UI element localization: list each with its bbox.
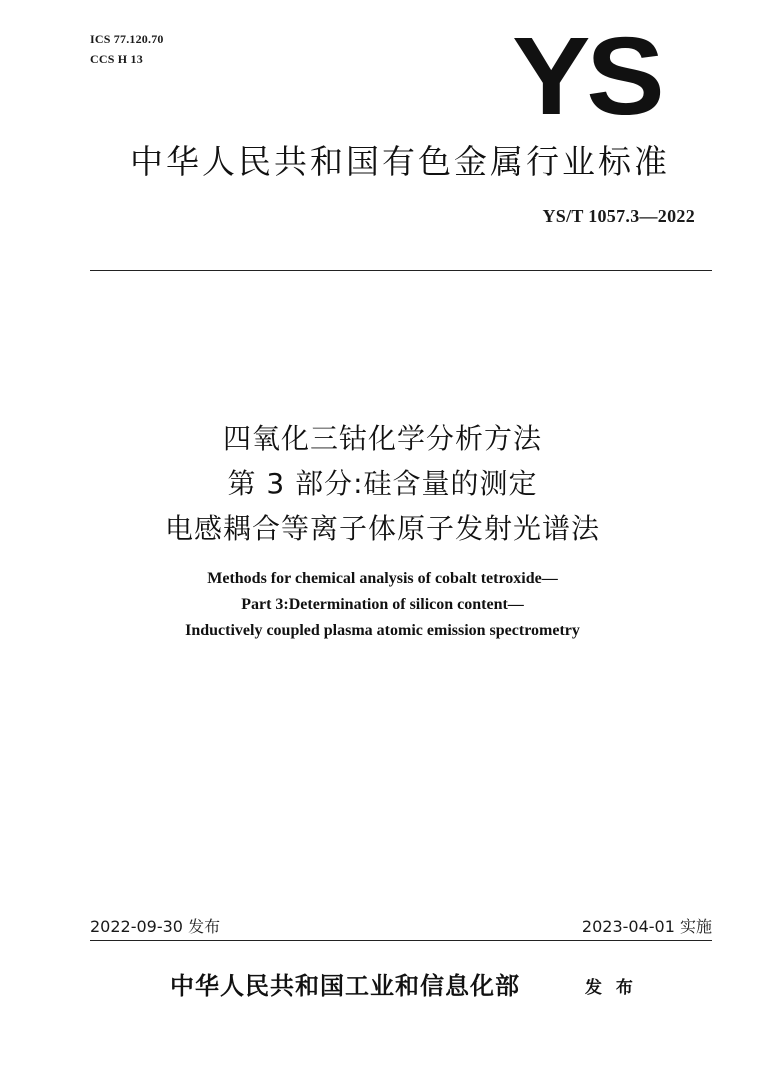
english-title-line-1: Methods for chemical analysis of cobalt tetroxide— <box>207 570 558 587</box>
chinese-title-line-3: 电感耦合等离子体原子发射光谱法 <box>164 512 600 545</box>
implementation-date: 2023-04-01 实施 <box>581 917 712 936</box>
ics-code: ICS 77.120.70 <box>90 32 164 46</box>
issuing-verb: 发 布 <box>585 978 637 998</box>
bottom-divider <box>90 940 712 941</box>
standard-number: YS/T 1057.3—2022 <box>542 206 695 226</box>
chinese-title <box>70 416 695 551</box>
chinese-title-line-1: 四氧化三钴化学分析方法 <box>222 422 542 455</box>
chinese-title-line-2: 第 3 部分:硅含量的测定 <box>227 467 538 500</box>
issuing-authority: 中华人民共和国工业和信息化部 <box>170 971 520 1000</box>
ys-logo-text: YS <box>512 15 661 138</box>
english-title-line-3: Inductively coupled plasma atomic emission spectrometry <box>185 622 580 639</box>
standard-category-title: 中华人民共和国有色金属行业标准 <box>130 142 670 181</box>
classification-codes <box>90 29 164 69</box>
ccs-code: CCS H 13 <box>90 52 143 66</box>
ys-logo <box>512 15 674 138</box>
english-title <box>70 566 695 644</box>
top-divider <box>90 270 712 271</box>
issue-date: 2022-09-30 发布 <box>90 917 221 936</box>
english-title-line-2: Part 3:Determination of silicon content— <box>241 596 524 613</box>
